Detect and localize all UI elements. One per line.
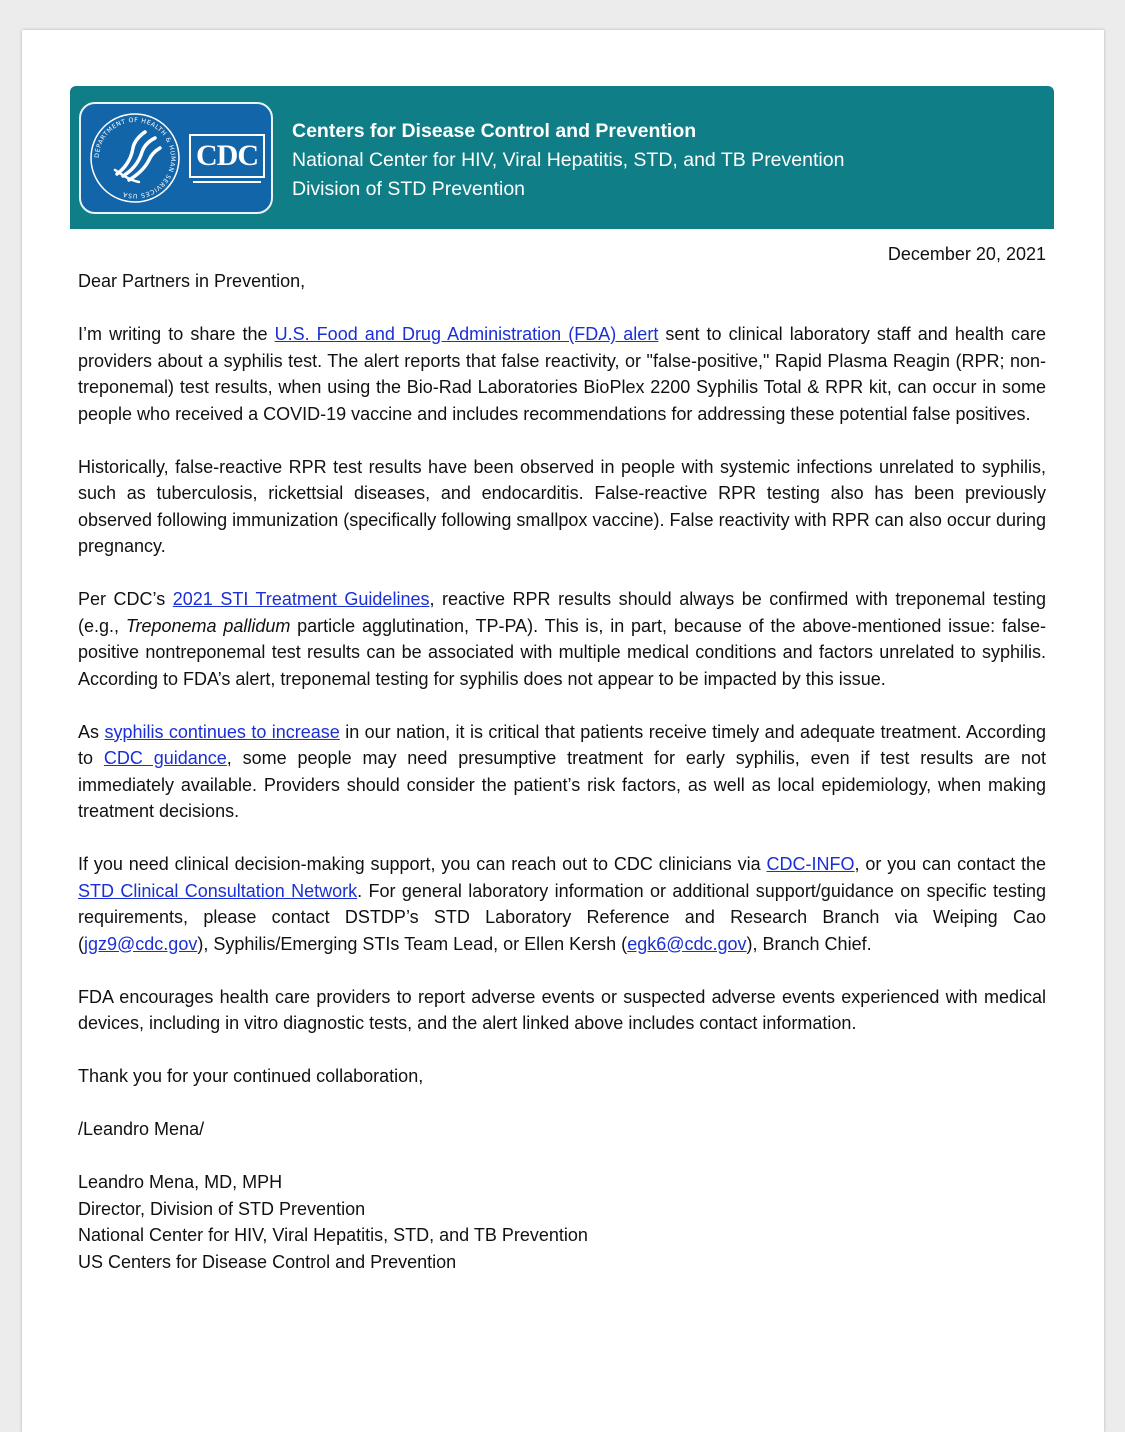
signer-center: National Center for HIV, Viral Hepatitis, STD, and TB Prevention — [78, 1225, 588, 1245]
fda-alert-link[interactable]: U.S. Food and Drug Administration (FDA) alert — [274, 324, 659, 344]
letter-date: December 20, 2021 — [887, 244, 1046, 264]
cdc-wordmark: CDC — [189, 134, 265, 178]
text-run: Per CDC’s — [78, 589, 173, 609]
signer-block — [78, 1169, 1046, 1275]
salutation: Dear Partners in Prevention, — [78, 271, 306, 291]
paragraph-support — [78, 851, 1046, 957]
banner-text — [292, 117, 844, 204]
cdc-info-link[interactable]: CDC-INFO — [766, 854, 855, 874]
text-run: , reactive RPR results should always be confirmed with treponemal testing (e.g., — [78, 589, 1046, 636]
text-run: sent to clinical laboratory staff and health care providers about a syphilis test. The alert reports that false reactivity, or "false-positive," Rapid Plasma Reagin (RPR; non-treponemal) test results, when using the Bio-Rad Laboratories BioPlex 2200 Syphilis Total & RPR kit, can occur in some people who received a COVID-19 vaccine and includes recommendations for addressing these potential false positives. — [78, 324, 1046, 424]
agency-name: Centers for Disease Control and Prevention — [292, 120, 697, 142]
letter-body — [78, 268, 1046, 1275]
cdc-header-banner — [70, 86, 1054, 229]
email-jgz9-link[interactable]: jgz9@cdc.gov — [84, 933, 198, 954]
cdc-guidance-link[interactable]: CDC guidance — [103, 748, 227, 768]
text-run: . For general laboratory information or additional support/guidance on specific testing requirements, please contact DSTDP’s STD Laboratory Reference and Research Branch via Weiping Cao ( — [78, 880, 1046, 954]
signer-title: Director, Division of STD Prevention — [78, 1198, 366, 1219]
sti-guidelines-link[interactable]: 2021 STI Treatment Guidelines — [172, 589, 430, 609]
text-run: If you need clinical decision-making support, you can reach out to CDC clinicians via — [78, 854, 767, 874]
paragraph-fda-alert — [78, 321, 1046, 427]
signer-org: US Centers for Disease Control and Prevention — [78, 1251, 457, 1272]
text-run: I’m writing to share the — [78, 324, 275, 344]
text-run: in our nation, it is critical that patients receive timely and adequate treatment. According to — [78, 721, 1047, 768]
cdc-logo — [79, 102, 273, 214]
signer-name: Leandro Mena, MD, MPH — [78, 1172, 283, 1192]
text-run: ), Branch Chief. — [746, 933, 872, 954]
letter-page — [22, 30, 1104, 1432]
hhs-seal-icon — [87, 110, 183, 206]
center-name: National Center for HIV, Viral Hepatitis, STD, and TB Prevention — [292, 149, 845, 171]
std-ccn-link[interactable]: STD Clinical Consultation Network — [78, 880, 358, 901]
paragraph-history: Historically, false-reactive RPR test results have been observed in people with systemic infections unrelated to syphilis, such as tuberculosis, rickettsial diseases, and endocarditis. False-reactive RPR testing also has been previously observed following immunization (specifically following smallpox vaccine). False reactivity with RPR can also occur during pregnancy. — [78, 456, 1046, 556]
text-run: As — [78, 721, 105, 742]
paragraph-guidelines — [78, 586, 1046, 692]
syphilis-increase-link[interactable]: syphilis continues to increase — [104, 721, 340, 742]
email-egk6-link[interactable]: egk6@cdc.gov — [627, 933, 747, 954]
paragraph-report: FDA encourages health care providers to report adverse events or suspected adverse events experienced with medical devices, including in vitro diagnostic tests, and the alert linked above includes contact information. — [78, 986, 1046, 1033]
italic-term: Treponema pallidum — [125, 615, 291, 636]
paragraph-treatment — [78, 719, 1046, 825]
text-run: , some people may need presumptive treatment for early syphilis, even if test results are not immediately available. Providers should consider the patient’s risk factors, as well as local epidemiology, when making treatment decisions. — [78, 748, 1046, 821]
signature: /Leandro Mena/ — [78, 1119, 205, 1139]
text-run: , or you can contact the — [854, 854, 1046, 874]
svg-text:DEPARTMENT OF HEALTH & HUMAN S: DEPARTMENT OF HEALTH & HUMAN SERVICES USA — [93, 116, 177, 200]
text-run: particle agglutination, TP-PA). This is, in part, because of the above-mentioned issue: false-positive nontreponemal test results can be associated with multiple medical conditions and factors unrelated to syphilis. According to FDA’s alert, treponemal testing for syphilis does not appear to be impacted by this issue. — [78, 615, 1046, 689]
closing: Thank you for your continued collaboration, — [78, 1066, 424, 1086]
division-name: Division of STD Prevention — [292, 178, 526, 200]
text-run: ), Syphilis/Emerging STIs Team Lead, or Ellen Kersh ( — [197, 933, 628, 954]
